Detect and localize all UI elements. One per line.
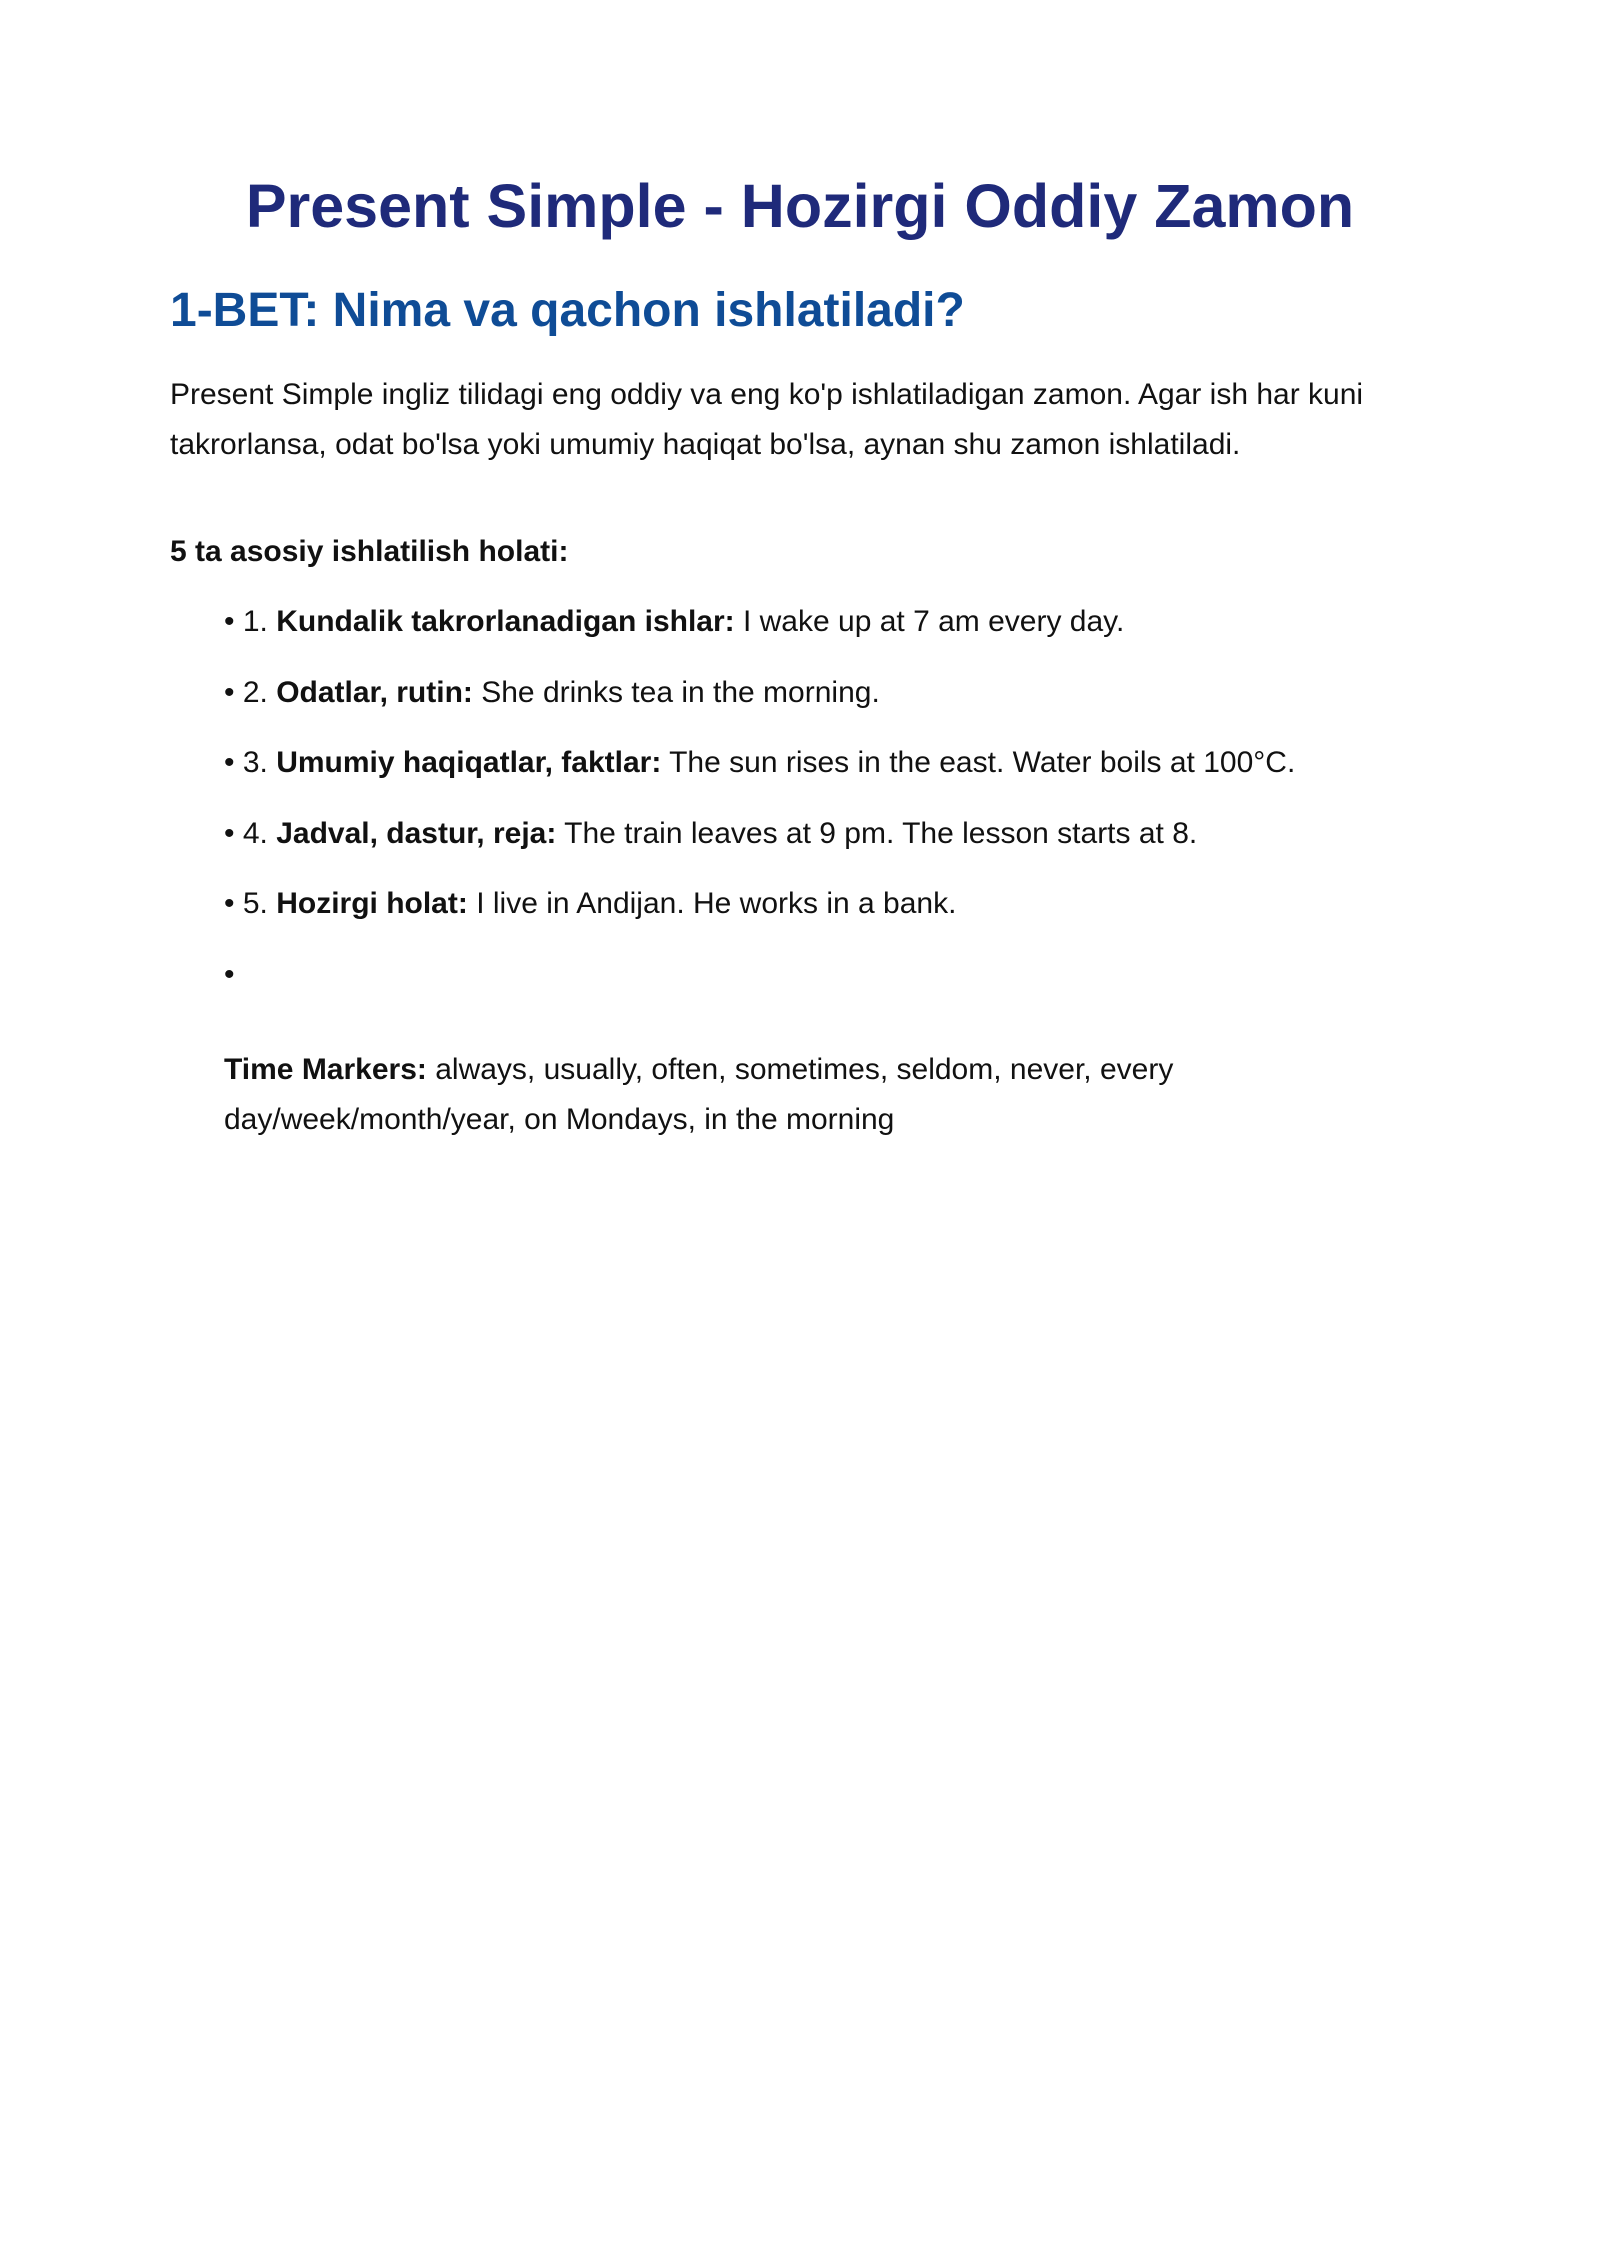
document-title: Present Simple - Hozirgi Oddiy Zamon	[245, 172, 1355, 240]
usage-item-2	[224, 668, 1295, 718]
usage-label: Kundalik takrorlanadigan ishlar:	[276, 605, 735, 638]
usage-example: The train leaves at 9 pm. The lesson starts at 8.	[556, 816, 1198, 850]
usage-example: I wake up at 7 am every day.	[734, 605, 1125, 638]
usage-item-4	[224, 809, 1295, 859]
time-markers-text: always, usually, often, sometimes, seldom, never, every day/week/month/year, on Mondays, in the morning	[224, 1053, 1174, 1136]
usage-list	[224, 597, 1295, 1020]
usage-example: The sun rises in the east. Water boils at 100°C.	[661, 746, 1296, 779]
time-markers-label: Time Markers:	[224, 1053, 427, 1086]
usage-label: Umumiy haqiqatlar, faktlar:	[276, 746, 662, 779]
list-bullet: • 4.	[224, 816, 277, 850]
intro-paragraph: Present Simple ingliz tilidagi eng oddiy va eng ko'p ishlatiladigan zamon. Agar ish har kuni takrorlansa, odat bo'lsa yoki umumiy haqiqat bo'lsa, aynan shu zamon ishlatiladi.	[170, 378, 1364, 461]
list-bullet: • 1.	[224, 605, 277, 638]
usage-label: Odatlar, rutin:	[276, 675, 473, 709]
usage-heading: 5 ta asosiy ishlatilish holati:	[170, 535, 569, 568]
list-bullet: •	[224, 957, 235, 991]
time-markers	[224, 1045, 1324, 1145]
usage-example: I live in Andijan. He works in a bank.	[467, 887, 957, 920]
usage-label: Hozirgi holat:	[276, 887, 468, 920]
usage-item-3	[224, 738, 1295, 788]
section-heading: 1-BET: Nima va qachon ishlatiladi?	[170, 284, 965, 337]
usage-item-1	[224, 597, 1295, 647]
list-bullet: • 3.	[224, 746, 277, 779]
usage-item-empty	[224, 950, 1295, 1000]
list-bullet: • 2.	[224, 675, 277, 709]
usage-example: She drinks tea in the morning.	[472, 675, 880, 709]
usage-item-5	[224, 879, 1295, 929]
usage-label: Jadval, dastur, reja:	[276, 816, 557, 850]
list-bullet: • 5.	[224, 887, 277, 920]
